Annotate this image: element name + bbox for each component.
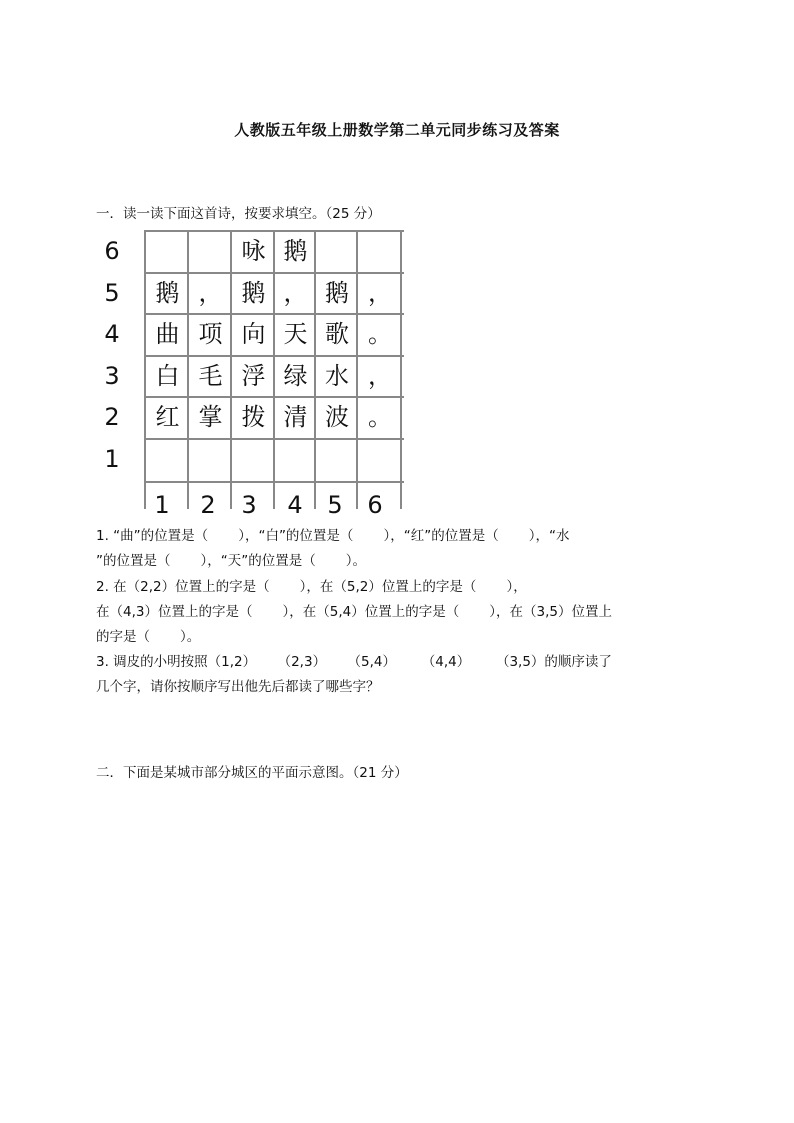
grid-cell-char: 。 [368, 320, 392, 348]
grid-cell-char: ， [198, 279, 223, 307]
grid-cell-char: 。 [368, 403, 392, 431]
question-3-line-1: 3. 调皮的小明按照（1,2） （2,3） （5,4） （4,4） （3,5）的顺序读了 [96, 654, 612, 670]
grid-cell-char: 向 [241, 320, 266, 348]
grid-row-label: 2 [104, 403, 120, 431]
grid-column-label: 5 [327, 491, 343, 519]
section-2-heading: 二．下面是某城市部分城区的平面示意图。（21 分） [96, 765, 408, 781]
grid-cell-char: 绿 [283, 362, 308, 390]
grid-cell-char: 水 [325, 362, 349, 390]
question-2-line-1: 2. 在（2,2）位置上的字是（ ），在（5,2）位置上的字是（ ）， [96, 579, 527, 595]
grid-cell-char: 鹅 [241, 279, 266, 307]
grid-cell-char: 咏 [241, 237, 266, 265]
grid-cell-char: 红 [155, 403, 180, 431]
grid-column-label: 1 [154, 491, 170, 519]
poem-grid [0, 0, 794, 530]
question-2-line-3: 的字是（ ）。 [96, 629, 201, 645]
grid-cell-char: 鹅 [155, 279, 180, 307]
grid-cell-char: ， [368, 279, 392, 307]
question-3-line-2: 几个字，请你按顺序写出他先后都读了哪些字？ [96, 679, 380, 695]
grid-cell-char: 掌 [198, 403, 223, 431]
grid-row-label: 6 [104, 237, 120, 265]
grid-cell-char: 鹅 [325, 279, 349, 307]
grid-cell-char: 清 [283, 403, 308, 431]
grid-cell-char: 毛 [198, 362, 223, 390]
grid-cell-char: ， [283, 279, 308, 307]
grid-cell-char: 歌 [325, 320, 349, 348]
grid-column-label: 6 [367, 491, 383, 519]
grid-row-label: 3 [104, 362, 120, 390]
question-2-line-2: 在（4,3）位置上的字是（ ），在（5,4）位置上的字是（ ），在（3,5）位置上 [96, 604, 612, 620]
question-1-line-1: 1. “曲”的位置是（ ），“白”的位置是（ ），“红”的位置是（ ），“水 [96, 528, 570, 544]
grid-row-label: 4 [104, 320, 120, 348]
grid-row-label: 5 [104, 279, 120, 307]
grid-cell-char: ， [368, 362, 392, 390]
grid-cell-char: 白 [155, 362, 180, 390]
question-1-line-2: ”的位置是（ ），“天”的位置是（ ）。 [96, 553, 367, 569]
section-1-heading: 一．读一读下面这首诗，按要求填空。（25 分） [96, 206, 381, 222]
grid-row-label: 1 [104, 445, 120, 473]
page-title: 人教版五年级上册数学第二单元同步练习及答案 [234, 121, 560, 139]
grid-cell-char: 曲 [155, 320, 180, 348]
grid-column-label: 3 [241, 491, 257, 519]
grid-cell-char: 天 [283, 320, 308, 348]
grid-cell-char: 拨 [241, 403, 266, 431]
grid-cell-char: 项 [198, 320, 223, 348]
grid-cell-char: 波 [325, 403, 349, 431]
grid-column-label: 4 [287, 491, 303, 519]
grid-cell-char: 浮 [241, 362, 266, 390]
grid-column-label: 2 [200, 491, 216, 519]
grid-cell-char: 鹅 [283, 237, 308, 265]
